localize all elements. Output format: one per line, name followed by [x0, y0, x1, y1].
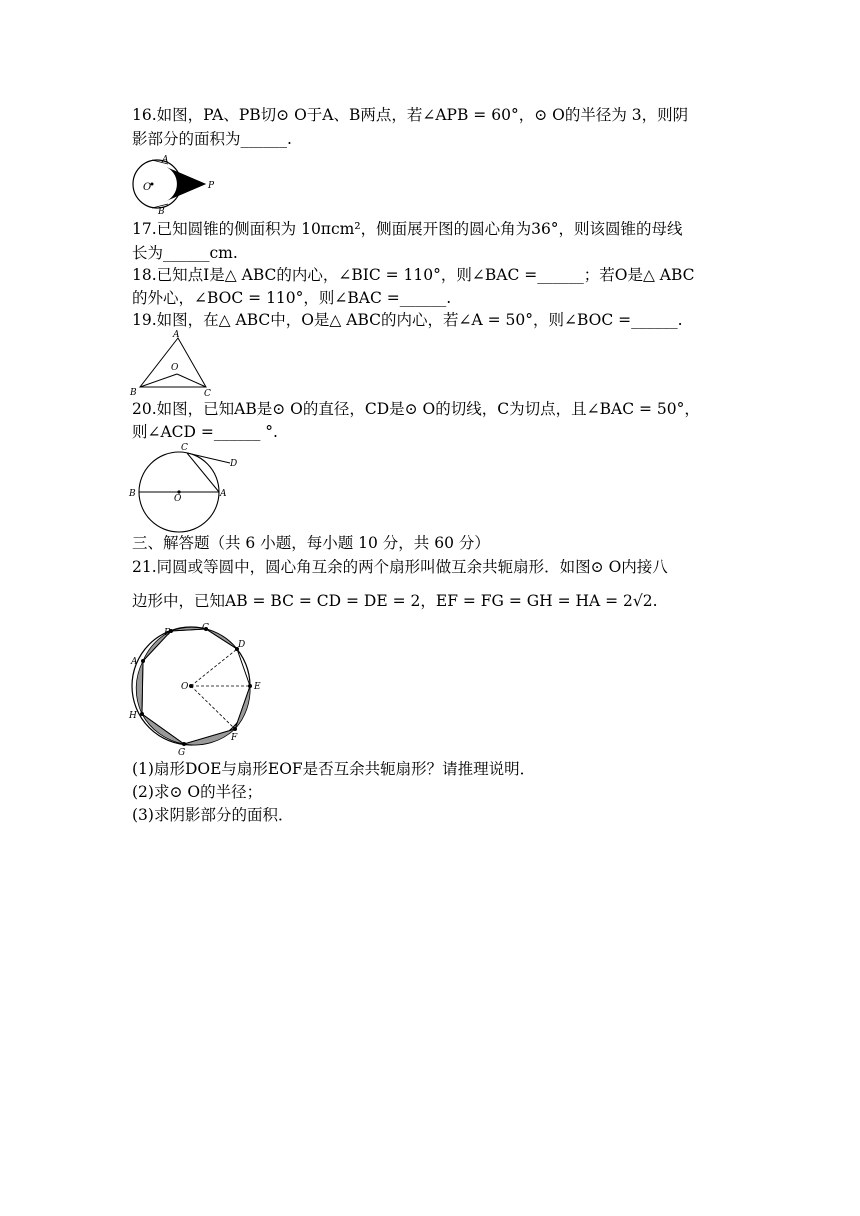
q16-label-a: A: [162, 155, 169, 165]
q19-label-o: O: [171, 363, 179, 373]
q21-label-g: G: [178, 748, 186, 758]
q19-line1: 19.如图，在△ ABC中，O是△ ABC的内心，若∠A = 50°，则∠BOC =______.: [132, 311, 683, 329]
q20-label-c: C: [181, 443, 188, 453]
q16-line2: 影部分的面积为______.: [132, 130, 292, 148]
q17-line1: 17.已知圆锥的侧面积为 10πcm²，侧面展开图的圆心角为36°，则该圆锥的母线: [132, 220, 683, 238]
q18-line2: 的外心，∠BOC = 110°，则∠BAC =______.: [132, 289, 452, 307]
q20-figure: [124, 440, 248, 536]
q21-sub1: (1)扇形DOE与扇形EOF是否互余共轭扇形？请推理说明．: [132, 760, 536, 778]
q21-label-b: B: [164, 628, 171, 638]
q21-label-d: D: [238, 640, 246, 650]
q20-line2: 则∠ACD =______ °.: [132, 423, 278, 441]
q16-figure: [124, 150, 220, 216]
q21-label-h: H: [129, 711, 137, 721]
q21-sub3: (3)求阴影部分的面积．: [132, 806, 294, 824]
q20-label-b: B: [129, 489, 136, 499]
q20-label-d: D: [230, 459, 238, 469]
section3-heading: 三、解答题（共 6 小题，每小题 10 分，共 60 分）: [132, 534, 490, 552]
q20-label-a: A: [220, 489, 227, 499]
q21-label-c: C: [202, 623, 209, 633]
q16-label-b: B: [158, 207, 165, 216]
q20-line1: 20.如图，已知AB是⊙ O的直径，CD是⊙ O的切线，C为切点，且∠BAC = 50°，: [132, 400, 700, 418]
q16-label-o: O: [143, 182, 152, 193]
q19-figure: [124, 328, 224, 400]
q21-line2: 边形中，已知AB = BC = CD = DE = 2，EF = FG = GH = HA = 2√2.: [132, 592, 658, 610]
q21-figure: [124, 618, 274, 760]
q16-line1: 16.如图，PA、PB切⊙ O于A、B两点，若∠APB = 60°，⊙ O的半径为 3，则阴: [132, 106, 689, 124]
q21-label-o: O: [181, 682, 189, 692]
q18-line1: 18.已知点I是△ ABC的内心，∠BIC = 110°，则∠BAC =______；若O是△ ABC: [132, 266, 695, 284]
q19-label-a: A: [173, 330, 180, 340]
q19-label-b: B: [130, 388, 137, 398]
q21-label-f: F: [231, 733, 238, 743]
q16-label-p: P: [208, 181, 215, 191]
q17-line2: 长为______cm.: [132, 244, 238, 262]
q20-label-o: O: [174, 494, 182, 504]
q21-sub2: (2)求⊙ O的半径；: [132, 783, 263, 801]
q21-label-a: A: [131, 657, 138, 667]
q19-label-c: C: [204, 389, 211, 399]
q21-label-e: E: [254, 682, 261, 692]
q21-line1: 21.同圆或等圆中，圆心角互余的两个扇形叫做互余共轭扇形．如图⊙ O内接八: [132, 558, 668, 576]
